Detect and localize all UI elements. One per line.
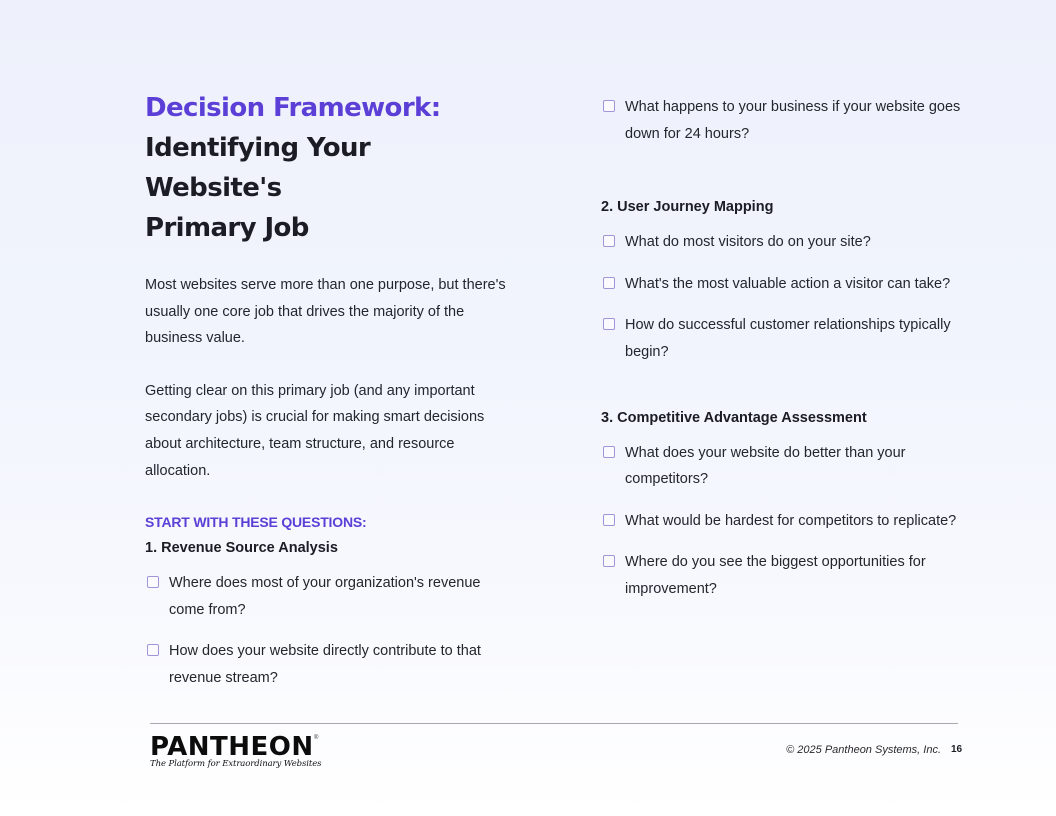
checkbox-icon[interactable] [147, 644, 159, 656]
checklist-item[interactable] [145, 638, 515, 691]
question-text: Where do you see the biggest opportunities for improvement? [625, 554, 926, 597]
logo-tagline: The Platform for Extraordinary Websites [150, 759, 322, 769]
checklist-item[interactable] [601, 440, 971, 493]
question-text: Where does most of your organization's revenue come from? [169, 575, 481, 618]
checkbox-icon[interactable] [603, 555, 615, 567]
question-text: What do most visitors do on your site? [625, 234, 871, 251]
checklist-item[interactable] [601, 229, 971, 256]
right-column [601, 94, 971, 603]
trademark-icon: ® [314, 735, 319, 741]
question-text: What does your website do better than your competitors? [625, 444, 906, 488]
title-line-2: Primary Job [145, 213, 309, 243]
section-title-revenue: 1. Revenue Source Analysis [145, 540, 338, 557]
question-text: What happens to your business if your website goes down for 24 hours? [625, 99, 961, 142]
checklist-item[interactable] [601, 508, 971, 535]
checkbox-icon[interactable] [603, 277, 615, 289]
left-column [145, 88, 515, 692]
pantheon-logo [150, 733, 321, 769]
page-number: 16 [951, 744, 963, 755]
checkbox-icon[interactable] [147, 576, 159, 588]
question-text: What would be hardest for competitors to replicate? [625, 512, 957, 529]
checklist-item[interactable] [145, 570, 515, 623]
checklist-item[interactable] [601, 312, 971, 365]
checkbox-icon[interactable] [603, 235, 615, 247]
intro [145, 272, 515, 484]
footer-divider [150, 723, 958, 724]
checklist-item[interactable] [601, 94, 971, 147]
checklist-item[interactable] [601, 549, 971, 602]
checkbox-icon[interactable] [603, 514, 615, 526]
copyright: © 2025 Pantheon Systems, Inc. [786, 744, 941, 756]
title-accent: Decision Framework: [145, 93, 441, 123]
question-text: How do successful customer relationships typically begin? [625, 317, 951, 360]
checklist-item[interactable] [601, 271, 971, 298]
logo-wordmark: PANTHEON [150, 732, 314, 762]
title-line-1: Identifying Your Website's [145, 133, 371, 203]
checkbox-icon[interactable] [603, 318, 615, 330]
section-title-competitive: 3. Competitive Advantage Assessment [601, 409, 867, 426]
section-title-user-journey: 2. User Journey Mapping [601, 199, 774, 216]
checkbox-icon[interactable] [603, 446, 615, 458]
question-text: What's the most valuable action a visitor can take? [625, 275, 951, 292]
question-text: How does your website directly contribute to that revenue stream? [169, 643, 481, 686]
checkbox-icon[interactable] [603, 100, 615, 112]
intro-paragraph-1: Most websites serve more than one purpose, but there's usually one core job that drives the majority of the business value. [145, 277, 506, 347]
questions-eyebrow: START WITH THESE QUESTIONS: [145, 514, 367, 531]
intro-paragraph-2: Getting clear on this primary job (and any important secondary jobs) is crucial for making smart decisions about architecture, team structure, and resource allocation. [145, 382, 485, 479]
